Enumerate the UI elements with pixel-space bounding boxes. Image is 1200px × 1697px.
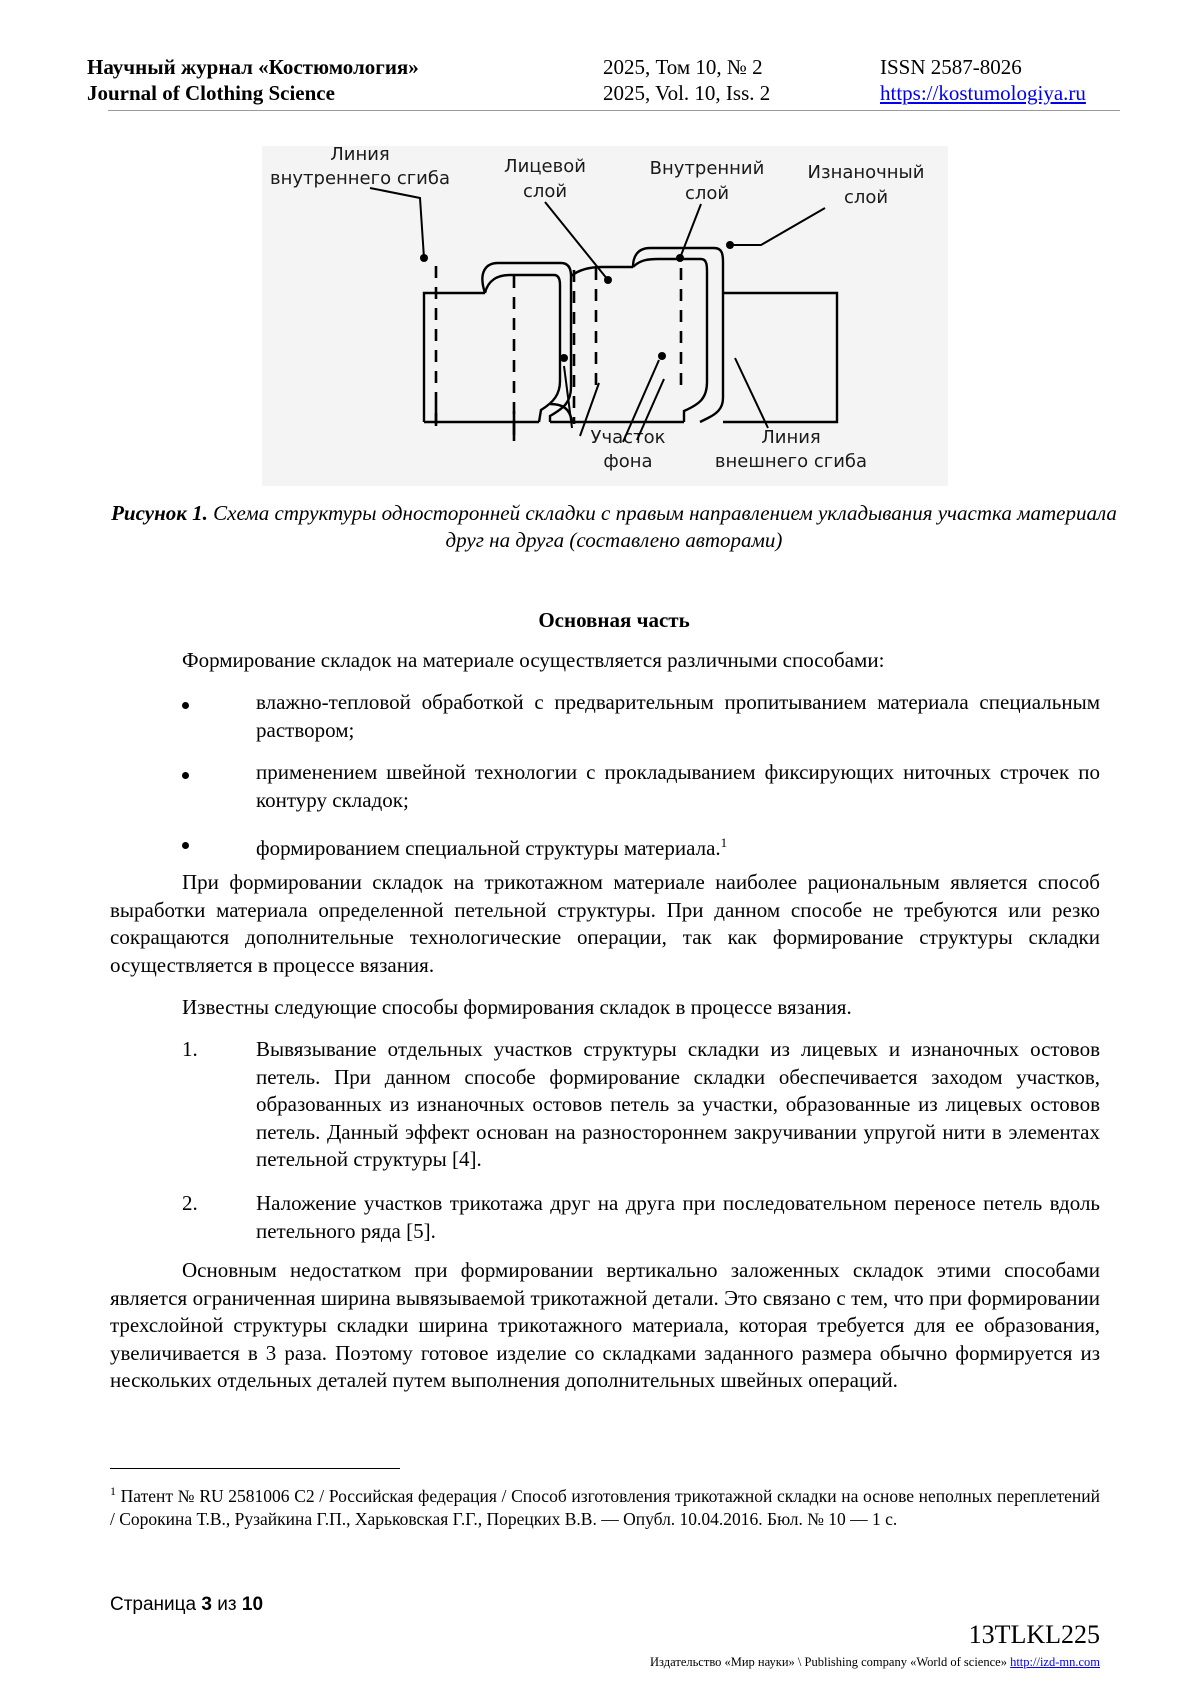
publisher-line: Издательство «Мир науки» \ Publishing company «World of science» http://izd-mn.com [650, 1655, 1100, 1669]
label-background-line1: Участок [590, 427, 666, 448]
article-code: 13TLKL225 [968, 1620, 1100, 1649]
journal-url-link[interactable]: https://kostumologiya.ru [880, 81, 1086, 105]
journal-url-wrap [880, 80, 1086, 106]
bullet-text-3: формированием специальной структуры материала.$^1$ [256, 835, 728, 860]
fabric-outline [424, 248, 837, 422]
page-current: 3 [201, 1594, 212, 1615]
footnote-mark: 1 [110, 1484, 116, 1498]
label-face-line2: слой [522, 181, 568, 202]
numbered-item-2-num: 2. [182, 1191, 198, 1215]
label-inner-fold-line2: внутреннего сгиба [270, 168, 450, 189]
numbered-item-2-text: Наложение участков трикотажа друг на друга при последовательном переносе петель вдоль петельного ряда [5]. [256, 1191, 1100, 1243]
issn: ISSN 2587-8026 [880, 55, 1022, 79]
footnote-rule [110, 1468, 400, 1469]
figure-caption-text: Схема структуры односторонней складки с правым направлением укладывания участка материала друг на друга (составлено авторами) [207, 501, 1117, 552]
paragraph-1: При формировании складок на трикотажном материале наиболее рациональным является способ выработки материала определенной петельной структуры. При данном способе не требуются или резко сокращаются дополнительные технологические операции, так как формирование структуры складки осуществляется в процессе вязания. [110, 870, 1100, 977]
label-background-line2: фона [603, 451, 653, 472]
footnote [110, 1480, 1100, 1531]
label-inner-layer-line2: слой [684, 183, 730, 204]
footnote-ref[interactable]: 1 [720, 835, 728, 850]
issue-en: 2025, Vol. 10, Iss. 2 [603, 81, 771, 105]
publisher-link[interactable]: http://izd-mn.com [1010, 1655, 1100, 1669]
paragraph-3: Основным недостатком при формировании вертикально заложенных складок этими способами является ограниченная ширина вывязываемой трикотажной детали. Это связано с тем, что при формировании трехслойной структуры складки ширина трикотажного материала, которая требуется для ее образования, увеличивается в 3 раза. Поэтому готовое изделие со складками заданного размера обычно формируется из нескольких отдельных деталей путем выполнения дополнительных швейных операций. [110, 1258, 1100, 1392]
section-heading: Основная часть [538, 608, 690, 632]
label-back-line1: Изнаночный [807, 162, 925, 183]
paragraph-2: Известны следующие способы формирования складок в процессе вязания. [182, 995, 852, 1019]
page-total: 10 [241, 1594, 264, 1615]
label-inner-fold-line1: Линия [330, 146, 390, 165]
numbered-item-1-num: 1. [182, 1037, 198, 1061]
bullet-dot-3 [182, 829, 189, 857]
journal-title-en: Journal of Clothing Science [87, 81, 335, 105]
footnote-text: Патент № RU 2581006 C2 / Российская федерация / Способ изготовления трикотажной складки на основе неполных переплетений / Сорокина Т.В., Рузайкина Г.П., Харьковская Г.Г., Порецких В.В. — Опубл. 10.04.2016. Бюл. № 10 — 1 с. [110, 1485, 1100, 1529]
issue-ru: 2025, Том 10, № 2 [603, 55, 763, 79]
header-divider [108, 110, 1120, 111]
pleat-structure-diagram [262, 146, 948, 486]
numbered-item-1-text: Вывязывание отдельных участков структуры складки из лицевых и изнаночных остовов петель. При данном способе формирование складки обеспечивается заходом участков, образованных из изнаночных остовов петель за участки, образованные из лицевых остовов петель. Данный эффект основан на разностороннем закручивании упругой нити в элементах петельной структуры [4]. [256, 1037, 1100, 1171]
page-number: Страница 3 из 10 [110, 1594, 264, 1615]
journal-title-ru: Научный журнал «Костюмология» [87, 55, 419, 79]
label-inner-layer-line1: Внутренний [649, 158, 765, 179]
label-back-line2: слой [843, 187, 889, 208]
label-outer-fold-line2: внешнего сгиба [714, 451, 868, 472]
bullet-text-1: влажно-тепловой обработкой с предварительным пропитыванием материала специальным раствором; [256, 690, 1100, 742]
leader-lines [370, 188, 825, 442]
label-outer-fold-line1: Линия [761, 427, 821, 448]
intro-paragraph: Формирование складок на материале осуществляется различными способами: [182, 648, 885, 672]
figure-caption [108, 500, 1120, 554]
bullet-dot-2 [182, 759, 189, 787]
label-face-line1: Лицевой [504, 156, 586, 177]
bullet-text-2: применением швейной технологии с прокладыванием фиксирующих ниточных строчек по контуру складок; [256, 760, 1100, 812]
figure-caption-label: Рисунок 1. [111, 501, 208, 525]
bullet-dot-1 [182, 689, 189, 717]
